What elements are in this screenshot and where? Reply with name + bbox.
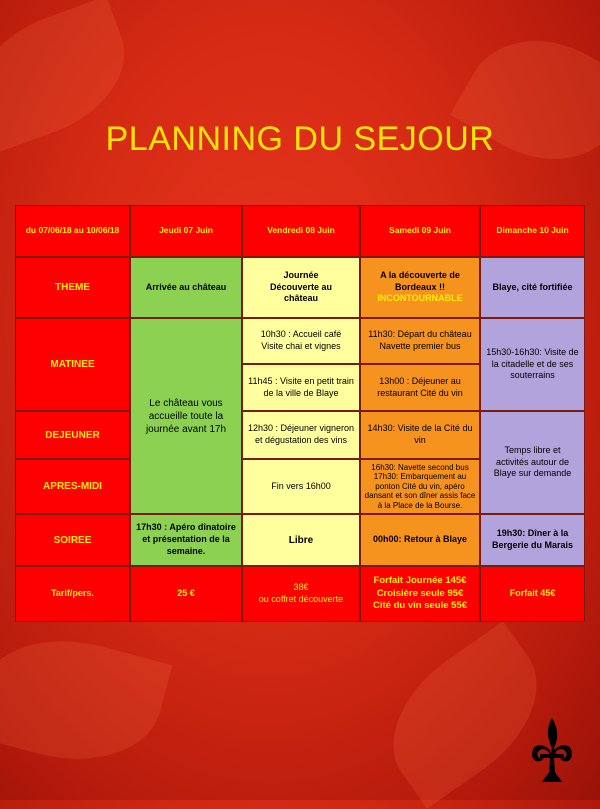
vendredi-tarif-alt: ou coffret découverte [258,594,344,604]
row-label-theme: THEME [15,257,130,318]
vendredi-matinee-2: 11h45 : Visite en petit train de la ville de Blaye [242,364,360,411]
decor-leaf [450,11,600,190]
vendredi-tarif-price: 38€ [293,582,309,593]
vendredi-matinee-1: 10h30 : Accueil café Visite chai et vignes [242,318,360,364]
samedi-dejeuner: 14h30: Visite de la Cité du vin [360,411,480,459]
row-label-dejeuner: DEJEUNER [15,411,130,459]
samedi-soiree: 00h00: Retour à Blaye [360,514,480,566]
dimanche-soiree: 19h30: Dîner à la Bergerie du Marais [480,514,585,566]
header-dimanche: Dimanche 10 Juin [480,205,585,257]
jeudi-day: Le château vous accueille toute la journée avant 17h [130,318,242,514]
header-jeudi: Jeudi 07 Juin [130,205,242,257]
dimanche-theme: Blaye, cité fortifiée [480,257,585,318]
row-label-matinee: MATINEE [15,318,130,411]
dimanche-matinee: 15h30-16h30: Visite de la citadelle et de ses souterrains [480,318,585,411]
jeudi-theme: Arrivée au château [130,257,242,318]
dimanche-tarif: Forfait 45€ [480,566,585,622]
jeudi-tarif: 25 € [130,566,242,622]
header-samedi: Samedi 09 Juin [360,205,480,257]
samedi-tarif-croisiere: Croisière seule 95€ [376,587,464,599]
samedi-apres-midi: 16h30: Navette second bus 17h30: Embarquement au ponton Cité du vin, apéro dansant et son dîner assis face à la Place de la Bourse. [360,459,480,514]
samedi-theme-title: A la découverte de Bordeaux !! [380,269,460,292]
dimanche-afternoon: Temps libre et activités autour de Blaye sur demande [480,411,585,514]
samedi-tarif [360,566,480,622]
samedi-tarif-journee: Forfait Journée 145€ [373,575,467,587]
schedule-table [15,205,585,622]
vendredi-tarif [242,566,360,622]
samedi-tarif-cite: Cité du vin seule 55€ [373,600,467,612]
header-vendredi: Vendredi 08 Juin [242,205,360,257]
fleur-de-lis-icon [528,716,576,784]
vendredi-dejeuner: 12h30 : Déjeuner vigneron et dégustation des vins [242,411,360,459]
vendredi-theme: Journée Découverte au château [242,257,360,318]
row-label-soiree: SOIREE [15,514,130,566]
page-title: PLANNING DU SEJOUR [105,120,495,158]
vendredi-apres-midi: Fin vers 16h00 [242,459,360,514]
decor-leaf [0,619,172,781]
samedi-matinee-2: 13h00 : Déjeuner au restaurant Cité du vin [360,364,480,411]
samedi-theme-highlight: INCONTOURNABLE [377,293,463,304]
samedi-matinee-1: 11h30: Départ du château Navette premier bus [360,318,480,364]
samedi-theme [360,257,480,318]
jeudi-soiree: 17h30 : Apéro dînatoire et présentation de la semaine. [130,514,242,566]
header-dates: du 07/06/18 au 10/06/18 [15,205,130,257]
vendredi-soiree: Libre [242,514,360,566]
row-label-apres-midi: APRES-MIDI [15,459,130,514]
row-label-tarif: Tarif/pers. [15,566,130,622]
